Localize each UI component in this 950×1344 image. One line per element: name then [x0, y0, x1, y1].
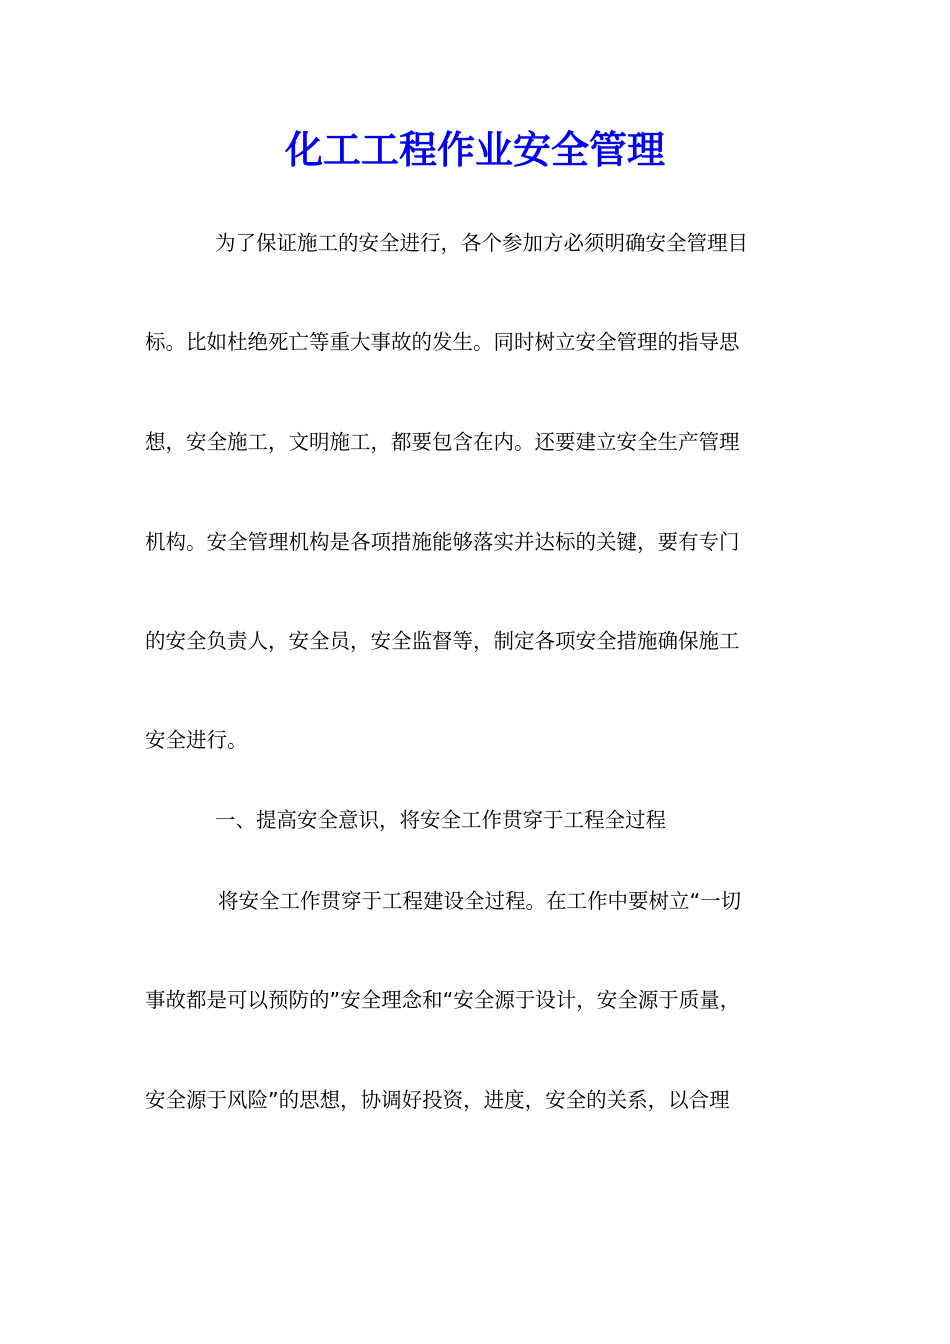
paragraph-line: 想，安全施工，文明施工，都要包含在内。还要建立安全生产管理: [145, 430, 740, 454]
paragraph-line: 为了保证施工的安全进行，各个参加方必须明确安全管理目: [215, 231, 748, 255]
paragraph-line: 将安全工作贯穿于工程建设全过程。在工作中要树立“一切: [218, 889, 742, 913]
paragraph-line: 机构。安全管理机构是各项措施能够落实并达标的关键，要有专门: [145, 530, 740, 554]
paragraph-line: 标。比如杜绝死亡等重大事故的发生。同时树立安全管理的指导思: [145, 330, 740, 354]
paragraph-line: 的安全负责人，安全员，安全监督等，制定各项安全措施确保施工: [145, 629, 740, 653]
document-title: 化工工程作业安全管理: [284, 127, 665, 172]
paragraph-line: 事故都是可以预防的”安全理念和“安全源于设计，安全源于质量，: [145, 988, 741, 1012]
section-heading: 一、提高安全意识，将安全工作贯穿于工程全过程: [215, 808, 666, 832]
paragraph-line: 安全进行。: [145, 728, 248, 752]
paragraph-line: 安全源于风险”的思想，协调好投资，进度，安全的关系，以合理: [145, 1088, 730, 1112]
